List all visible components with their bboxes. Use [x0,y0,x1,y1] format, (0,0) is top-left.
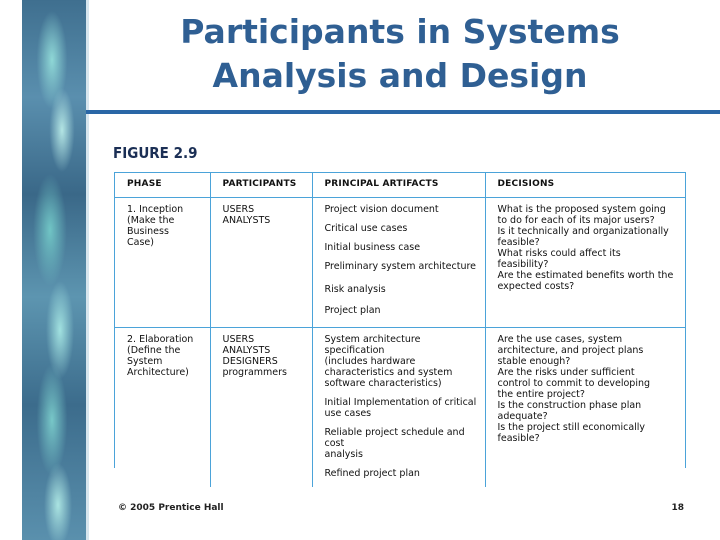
slide-title: Participants in Systems Analysis and Design [180,12,620,95]
artifact-item: Project plan [324,304,381,316]
artifact-item: Reliable project schedule and cost analysis [324,426,465,460]
decisions-cell: What is the proposed system going to do for each of its major users? Is it technically and organizationally feasible? What risks could affect its feasibility? Are the estimated benefits worth the expected costs? [485,197,685,327]
header-artifacts: PRINCIPAL ARTIFACTS [312,173,485,197]
header-decisions: DECISIONS [485,173,685,197]
participants-table [114,172,686,479]
table-header-row [115,173,685,197]
artifact-item: Refined project plan [324,467,420,479]
flame-decoration [22,0,86,540]
figure-label: FIGURE 2.9 [113,144,198,162]
artifact-item: Critical use cases [324,222,408,234]
table-row [115,327,685,487]
participants-cell: USERS ANALYSTS [210,197,312,327]
phase-cell: 1. Inception (Make the Business Case) [115,197,210,327]
artifact-item: Initial business case [324,241,421,253]
title-divider [86,110,720,114]
artifact-item: Project vision document [324,203,439,215]
phase-cell: 2. Elaboration (Define the System Architecture) [115,327,210,487]
artifact-item: Initial Implementation of critical use cases [324,396,477,419]
artifact-item: Preliminary system architecture [324,260,477,272]
table-row [115,197,685,327]
participants-cell: USERS ANALYSTS DESIGNERS programmers [210,327,312,487]
decisions-cell: Are the use cases, system architecture, and project plans stable enough? Are the risks under sufficient control to commit to developing the entire project? Is the construction phase plan adequate? Is the project still economically feasible? [497,333,651,444]
artifact-item: Risk analysis [324,283,386,295]
header-phase: PHASE [115,173,210,197]
copyright-footer: © 2005 Prentice Hall [118,503,224,513]
header-participants: PARTICIPANTS [210,173,312,197]
artifacts-cell [312,327,485,487]
artifact-item: System architecture specification (includes hardware characteristics and system software characteristics) [324,333,453,389]
artifacts-cell [312,197,485,327]
page-number: 18 [671,503,684,513]
